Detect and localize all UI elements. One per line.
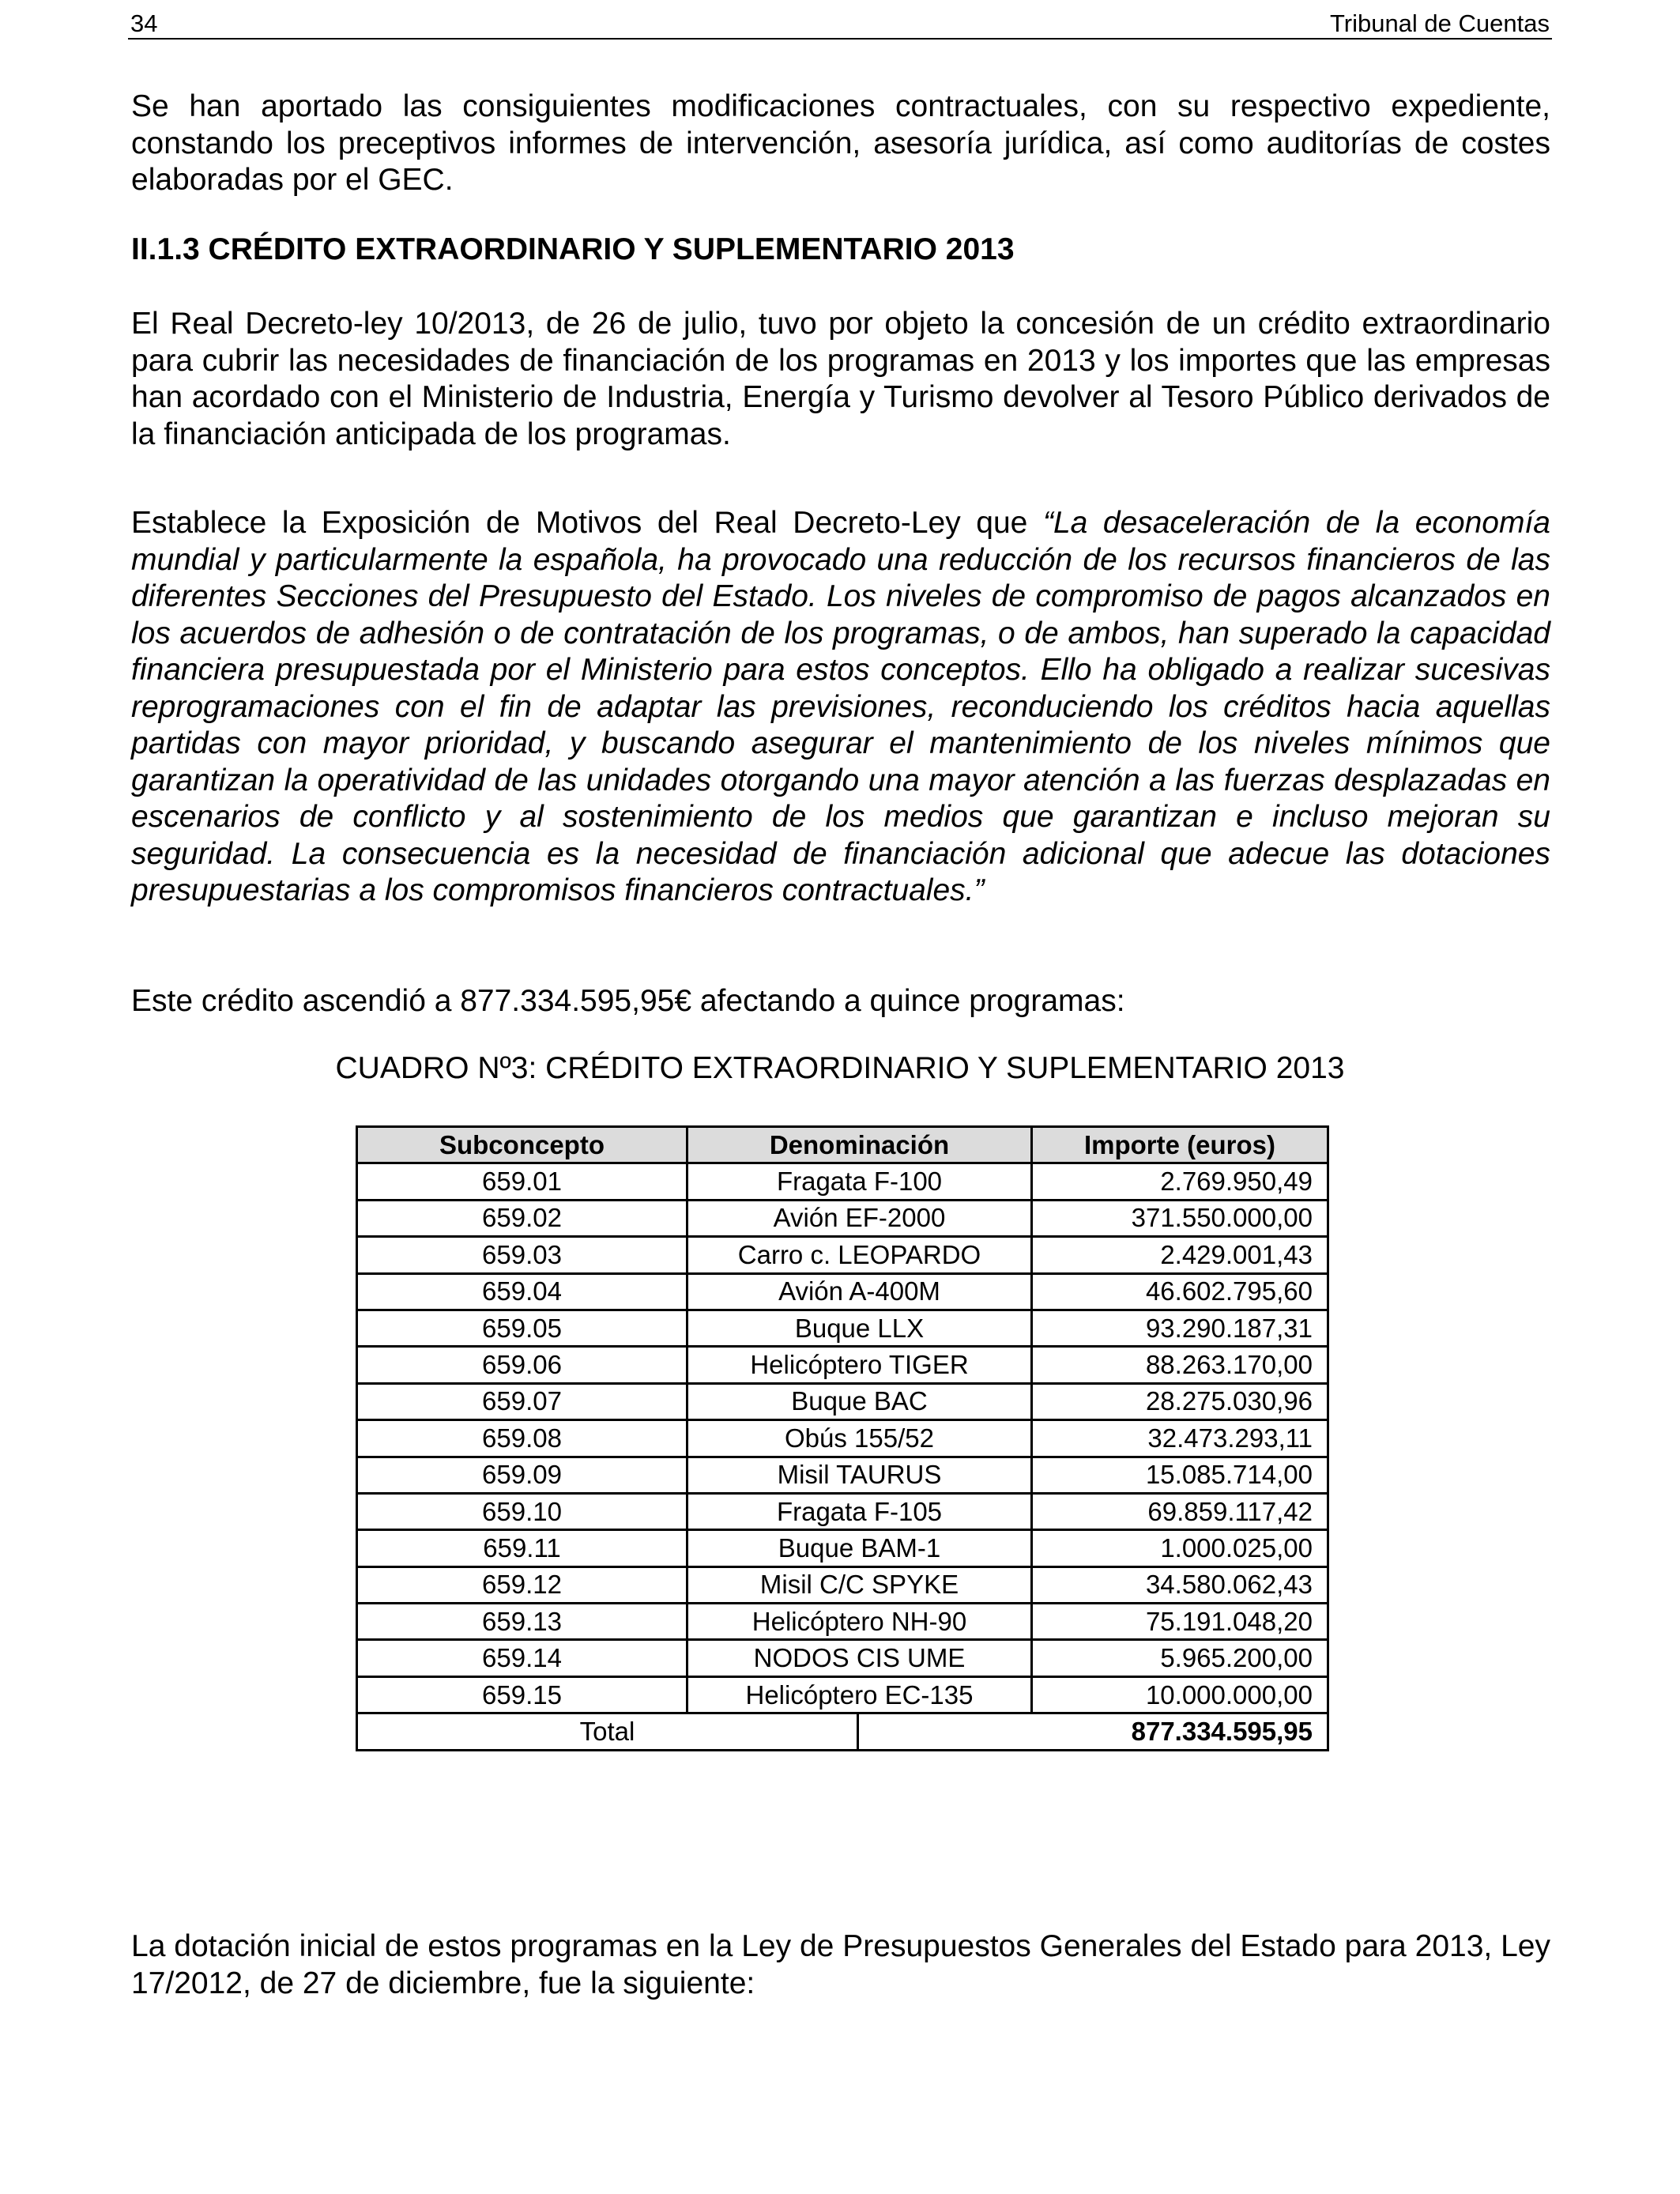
table-row	[357, 1640, 1328, 1676]
table-header-row	[357, 1127, 1328, 1163]
cell-importe: 88.263.170,00	[1032, 1347, 1328, 1383]
cell-denominacion: Fragata F-100	[687, 1163, 1032, 1200]
cell-subconcepto: 659.04	[357, 1273, 687, 1310]
cell-subconcepto: 659.10	[357, 1493, 687, 1529]
total-value: 877.334.595,95	[858, 1713, 1328, 1750]
cell-subconcepto: 659.12	[357, 1566, 687, 1603]
cell-importe: 93.290.187,31	[1032, 1310, 1328, 1346]
cell-subconcepto: 659.11	[357, 1530, 687, 1566]
cell-importe: 34.580.062,43	[1032, 1566, 1328, 1603]
cell-importe: 28.275.030,96	[1032, 1383, 1328, 1419]
cell-denominacion: Carro c. LEOPARDO	[687, 1237, 1032, 1273]
credit-table	[356, 1125, 1329, 1751]
cell-denominacion: Helicóptero EC-135	[687, 1676, 1032, 1713]
cell-denominacion: NODOS CIS UME	[687, 1640, 1032, 1676]
column-header-importe: Importe (euros)	[1032, 1127, 1328, 1163]
cell-denominacion: Buque LLX	[687, 1310, 1032, 1346]
table-row	[357, 1604, 1328, 1640]
page-header	[128, 6, 1552, 40]
column-header-denominacion: Denominación	[687, 1127, 1032, 1163]
table-row	[357, 1530, 1328, 1566]
cell-importe: 69.859.117,42	[1032, 1493, 1328, 1529]
paragraph-real-decreto: El Real Decreto-ley 10/2013, de 26 de julio, tuvo por objeto la concesión de un crédito extraordinario para cubrir las necesidades de financiación de los programas en 2013 y los importes que las empresas han acordado con el Ministerio de Industria, Energía y Turismo devolver al Tesoro Público derivados de la financiación anticipada de los programas.	[131, 307, 1550, 451]
cell-importe: 32.473.293,11	[1032, 1420, 1328, 1457]
table-row	[357, 1493, 1328, 1529]
table-row	[357, 1200, 1328, 1236]
cell-importe: 15.085.714,00	[1032, 1457, 1328, 1493]
cell-subconcepto: 659.07	[357, 1383, 687, 1419]
page-number: 34	[130, 9, 158, 37]
paragraph-credito-total: Este crédito ascendió a 877.334.595,95€ afectando a quince programas:	[131, 984, 1125, 1018]
paragraph-exposicion-motivos	[131, 505, 1550, 910]
cell-denominacion: Avión EF-2000	[687, 1200, 1032, 1236]
table-row	[357, 1347, 1328, 1383]
paragraph-intro-text: Establece la Exposición de Motivos del Real Decreto-Ley que	[131, 506, 1043, 540]
cell-importe: 1.000.025,00	[1032, 1530, 1328, 1566]
cell-denominacion: Misil C/C SPYKE	[687, 1566, 1032, 1603]
cell-subconcepto: 659.15	[357, 1676, 687, 1713]
table-row	[357, 1676, 1328, 1713]
cell-importe: 371.550.000,00	[1032, 1200, 1328, 1236]
cell-denominacion: Buque BAM-1	[687, 1530, 1032, 1566]
paragraph-dotacion-inicial: La dotación inicial de estos programas en la Ley de Presupuestos Generales del Estado para 2013, Ley 17/2012, de 27 de diciembre, fue la siguiente:	[131, 1929, 1550, 2000]
cell-subconcepto: 659.08	[357, 1420, 687, 1457]
cell-denominacion: Helicóptero NH-90	[687, 1604, 1032, 1640]
cell-denominacion: Fragata F-105	[687, 1493, 1032, 1529]
cell-denominacion: Buque BAC	[687, 1383, 1032, 1419]
table-row	[357, 1273, 1328, 1310]
section-heading: II.1.3 CRÉDITO EXTRAORDINARIO Y SUPLEMENTARIO 2013	[131, 232, 1015, 266]
table-row	[357, 1420, 1328, 1457]
cell-denominacion: Misil TAURUS	[687, 1457, 1032, 1493]
cell-denominacion: Avión A-400M	[687, 1273, 1032, 1310]
cell-importe: 5.965.200,00	[1032, 1640, 1328, 1676]
cell-importe: 2.429.001,43	[1032, 1237, 1328, 1273]
table-row	[357, 1310, 1328, 1346]
cell-importe: 46.602.795,60	[1032, 1273, 1328, 1310]
running-title: Tribunal de Cuentas	[1329, 9, 1550, 37]
cell-importe: 10.000.000,00	[1032, 1676, 1328, 1713]
table-row	[357, 1457, 1328, 1493]
quoted-text: “La desaceleración de la economía mundial y particularmente la española, ha provocado una reducción de los recursos financieros de las diferentes Secciones del Presupuesto del Estado. Los niveles de compromiso de pagos alcanzados en los acuerdos de adhesión o de contratación de los programas, o de ambos, han superado la capacidad financiera presupuestada por el Ministerio para estos conceptos. Ello ha obligado a realizar sucesivas reprogramaciones con el fin de adaptar las previsiones, reconduciendo los créditos hacia aquellas partidas con mayor prioridad, y buscando asegurar el mantenimiento de los niveles mínimos que garantizan la operatividad de las unidades otorgando una mayor atención a las fuerzas desplazadas en escenarios de conflicto y al sostenimiento de los medios que garantizan e incluso mejoran su seguridad. La consecuencia es la necesidad de financiación adicional que adecue las dotaciones presupuestarias a los compromisos financieros contractuales.”	[131, 506, 1550, 907]
table-caption: CUADRO Nº3: CRÉDITO EXTRAORDINARIO Y SUPLEMENTARIO 2013	[335, 1051, 1345, 1085]
cell-denominacion: Helicóptero TIGER	[687, 1347, 1032, 1383]
cell-subconcepto: 659.01	[357, 1163, 687, 1200]
cell-importe: 2.769.950,49	[1032, 1163, 1328, 1200]
cell-subconcepto: 659.05	[357, 1310, 687, 1346]
cell-subconcepto: 659.13	[357, 1604, 687, 1640]
cell-subconcepto: 659.14	[357, 1640, 687, 1676]
table-total-row	[357, 1713, 1328, 1750]
cell-subconcepto: 659.03	[357, 1237, 687, 1273]
cell-subconcepto: 659.06	[357, 1347, 687, 1383]
cell-importe: 75.191.048,20	[1032, 1604, 1328, 1640]
table-row	[357, 1163, 1328, 1200]
table-row	[357, 1383, 1328, 1419]
total-label: Total	[357, 1713, 858, 1750]
table-row	[357, 1237, 1328, 1273]
column-header-subconcepto: Subconcepto	[357, 1127, 687, 1163]
cell-denominacion: Obús 155/52	[687, 1420, 1032, 1457]
table-body	[357, 1163, 1328, 1713]
paragraph-modificaciones: Se han aportado las consiguientes modificaciones contractuales, con su respectivo expediente, constando los preceptivos informes de intervención, asesoría jurídica, así como auditorías de costes elaboradas por el GEC.	[131, 89, 1550, 197]
cell-subconcepto: 659.02	[357, 1200, 687, 1236]
table-row	[357, 1566, 1328, 1603]
cell-subconcepto: 659.09	[357, 1457, 687, 1493]
